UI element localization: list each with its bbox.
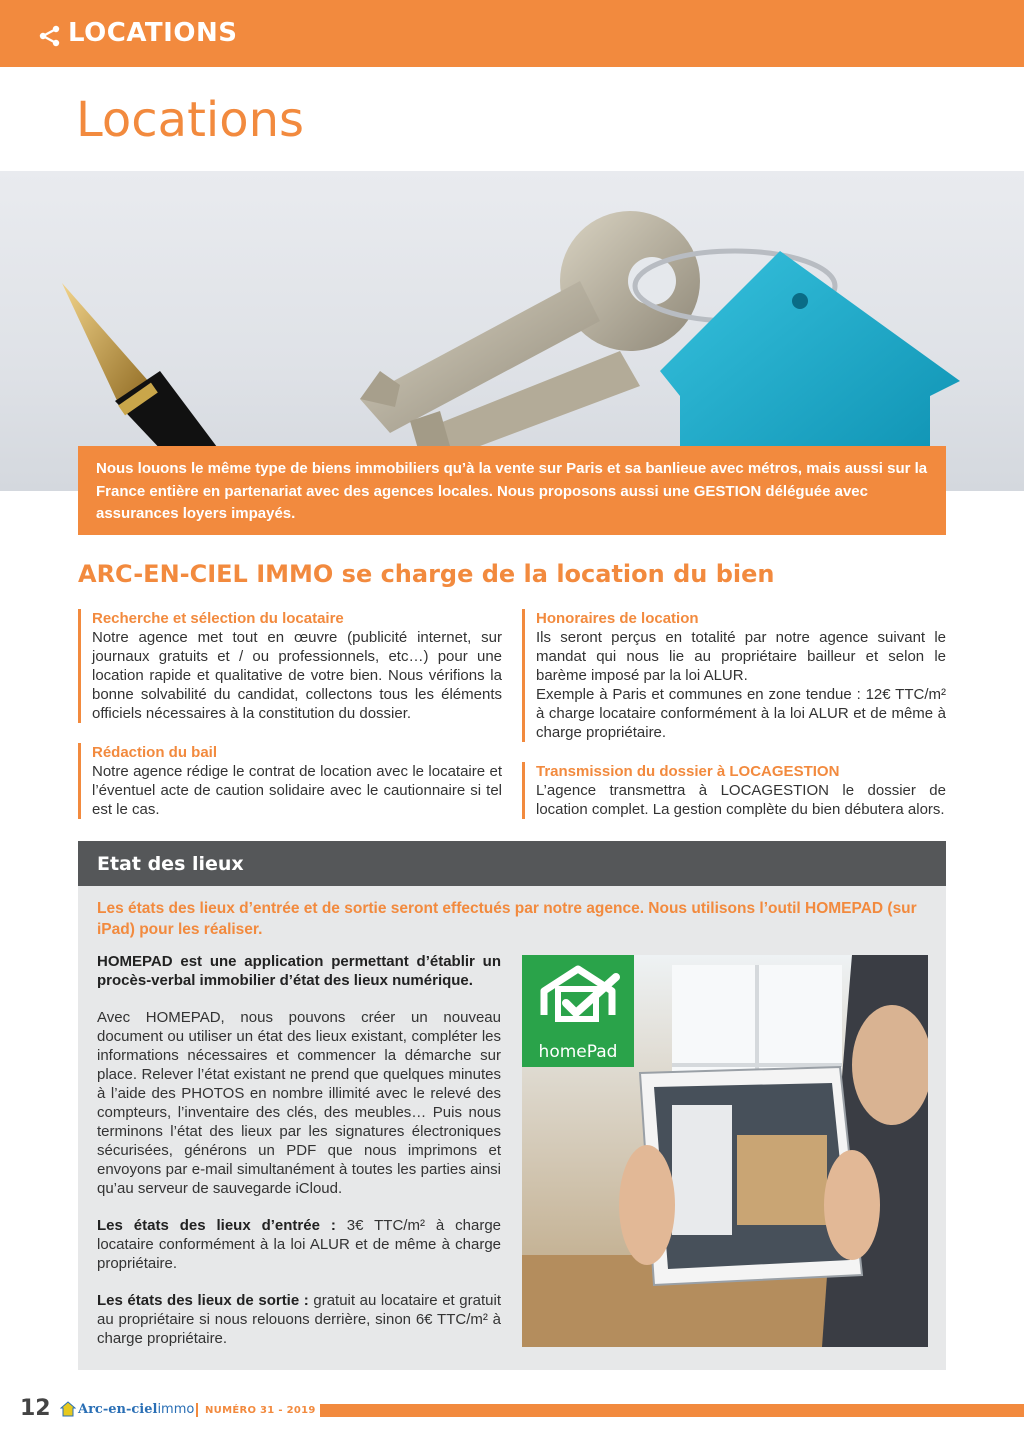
footer-brand-name: Arc-en-ciel bbox=[78, 1402, 158, 1417]
footer-brand bbox=[78, 1402, 194, 1417]
footer-bar bbox=[320, 1404, 1024, 1417]
item-transmission bbox=[522, 762, 946, 819]
footer-issue: NUMÉRO 31 - 2019 bbox=[205, 1405, 316, 1416]
item-text: Notre agence met tout en œuvre (publicité internet, sur journaux gratuits et / ou professionnels, etc…) pour une location rapide et qualitative de votre bien. Nous vérifions la bonne solvabilité du candidat, collectons tous les éléments officiels nécessaires à la constitution du dossier. bbox=[92, 629, 502, 722]
item-text: L’agence transmettra à LOCAGESTION le dossier de location complet. La gestion complète du bien débutera alors. bbox=[536, 782, 946, 818]
homepad-brand: homePad bbox=[538, 1042, 618, 1062]
keys-illustration bbox=[0, 171, 1024, 491]
etat-des-lieux-header bbox=[78, 841, 946, 886]
etat-lead: Les états des lieux d’entrée et de sortie seront effectués par notre agence. Nous utilisons l’outil HOMEPAD (sur iPad) pour les réaliser. bbox=[97, 900, 917, 938]
share-icon bbox=[38, 24, 62, 48]
item-text-example: Exemple à Paris et communes en zone tendue : 12€ TTC/m² à charge locataire conformément à la loi ALUR et de même à charge propriétaire. bbox=[536, 686, 946, 741]
sortie-label: Les états des lieux de sortie : bbox=[97, 1292, 309, 1309]
item-recherche bbox=[78, 609, 502, 723]
homepad-logo bbox=[522, 955, 634, 1067]
item-honoraires bbox=[522, 609, 946, 742]
item-title: Honoraires de location bbox=[536, 610, 699, 627]
footer-separator bbox=[196, 1403, 198, 1417]
etat-title: Etat des lieux bbox=[97, 853, 244, 875]
left-column bbox=[78, 609, 502, 839]
page-title: Locations bbox=[76, 92, 305, 148]
house-check-icon bbox=[522, 955, 634, 1041]
entree-pricing bbox=[97, 1216, 501, 1273]
intro-text: Nous louons le même type de biens immobiliers qu’à la vente sur Paris et sa banlieue avec métros, mais aussi sur la France entière en partenariat avec des agences locales. Nous proposons aussi une GESTION déléguée avec assurances loyers impayés. bbox=[96, 460, 928, 522]
item-title: Transmission du dossier à LOCAGESTION bbox=[536, 763, 840, 780]
entree-text: 3€ TTC/m² à charge locataire conformément à la loi ALUR et de même à charge propriétaire. bbox=[97, 1217, 502, 1272]
item-text: Notre agence rédige le contrat de location avec le locataire et l’éventuel acte de caution solidaire avec le cautionnaire si tel est le cas. bbox=[92, 763, 502, 818]
item-text: Ils seront perçus en totalité par notre agence suivant le mandat qui nous lie au propriétaire bailleur et selon le barème imposé par la loi ALUR. bbox=[536, 629, 946, 684]
footer-brand-suffix: immo bbox=[157, 1402, 195, 1417]
item-redaction-bail bbox=[78, 743, 502, 819]
item-title: Recherche et sélection du locataire bbox=[92, 610, 344, 627]
page-number: 12 bbox=[20, 1396, 51, 1421]
main-heading: ARC-EN-CIEL IMMO se charge de la location du bien bbox=[78, 560, 775, 588]
right-column bbox=[522, 609, 946, 839]
sortie-text: gratuit au locataire et gratuit au propriétaire si nous relouons derrière, sinon 6€ TTC/m² à charge propriétaire. bbox=[97, 1292, 501, 1347]
etat-text bbox=[97, 952, 501, 1366]
item-title: Rédaction du bail bbox=[92, 744, 218, 761]
section-label: LOCATIONS bbox=[68, 18, 238, 48]
intro-box bbox=[78, 446, 946, 535]
section-header-bar bbox=[0, 0, 1024, 67]
homepad-definition: HOMEPAD est une application permettant d’établir un procès-verbal immobilier d’état des lieux numérique. bbox=[97, 953, 501, 989]
sortie-pricing bbox=[97, 1291, 501, 1348]
entree-label: Les états des lieux d’entrée : bbox=[97, 1217, 336, 1234]
homepad-description: Avec HOMEPAD, nous pouvons créer un nouveau document ou utiliser un état des lieux existant, compléter les informations nécessaires et commencer la démarche sur place. Relever l’état existant ne prend que quelques minutes à l’aide des PHOTOS en nombre illimité avec le relevé des compteurs, l’inventaire des clés, des meubles… Puis nous terminons l’état des lieux par les signatures électroniques sécurisées, générons un PDF que nous imprimons et envoyons par e-mail simultanément à toutes les parties ainsi qu’au serveur de sauvegarde iCloud. bbox=[97, 1009, 501, 1197]
hero-photo-keys bbox=[0, 171, 1024, 491]
house-logo-icon bbox=[60, 1401, 76, 1417]
